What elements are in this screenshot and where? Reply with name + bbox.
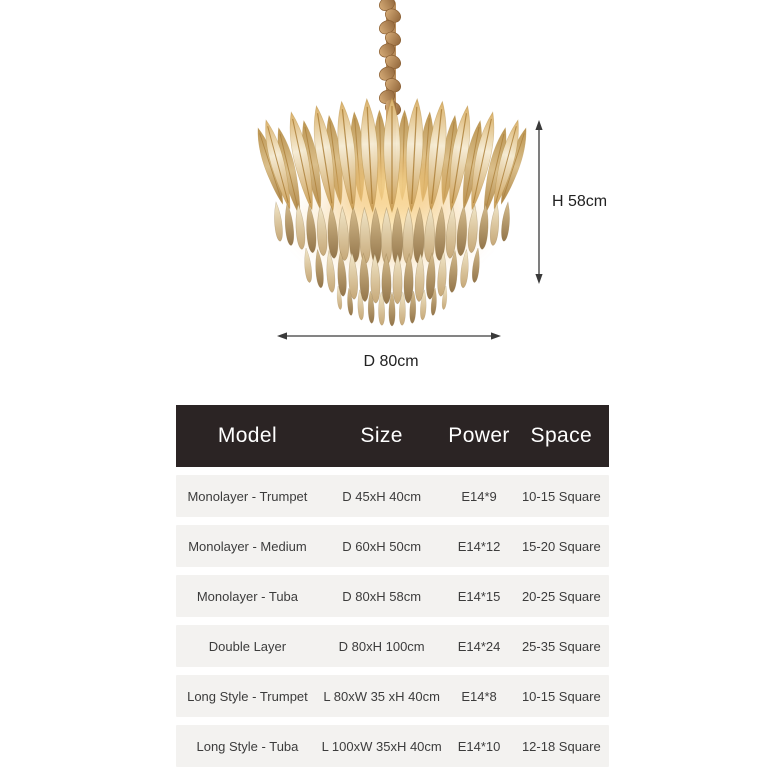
cell-power: E14*10 xyxy=(457,738,501,754)
table-row xyxy=(176,625,609,667)
cell-space: 12-18 Square xyxy=(521,738,601,754)
table-row xyxy=(176,725,609,767)
cell-size: L 100xW 35xH 40cm xyxy=(321,738,442,754)
cell-power: E14*15 xyxy=(457,588,501,604)
height-arrow xyxy=(535,120,542,284)
spec-table xyxy=(176,405,609,767)
cell-model: Long Style - Trumpet xyxy=(187,688,308,704)
cell-power: E14*24 xyxy=(457,638,501,654)
table-row xyxy=(176,525,609,567)
cell-power: E14*9 xyxy=(461,488,497,504)
cell-model: Monolayer - Trumpet xyxy=(187,488,308,504)
cell-space: 10-15 Square xyxy=(521,488,601,504)
cell-size: L 80xW 35 xH 40cm xyxy=(323,688,440,704)
column-header-power: Power xyxy=(448,424,510,447)
diameter-arrow xyxy=(277,332,501,339)
cell-model: Long Style - Tuba xyxy=(196,738,299,754)
table-row xyxy=(176,675,609,717)
spec-table-header xyxy=(176,405,609,467)
diameter-dimension-label: D 80cm xyxy=(363,353,419,370)
cell-size: D 80xH 58cm xyxy=(342,588,422,604)
column-header-size: Size xyxy=(360,424,403,447)
cell-power: E14*12 xyxy=(457,538,501,554)
cell-size: D 80xH 100cm xyxy=(338,638,425,654)
column-header-space: Space xyxy=(530,424,593,447)
cell-size: D 45xH 40cm xyxy=(342,488,422,504)
cell-space: 20-25 Square xyxy=(521,588,601,604)
height-dimension-label: H 58cm xyxy=(552,193,608,210)
column-header-model: Model xyxy=(217,424,278,447)
chandelier-drawing xyxy=(253,0,532,326)
table-row xyxy=(176,475,609,517)
cell-model: Monolayer - Tuba xyxy=(196,588,299,604)
cell-space: 15-20 Square xyxy=(521,538,601,554)
cell-power: E14*8 xyxy=(461,688,497,704)
cell-model: Monolayer - Medium xyxy=(188,538,307,554)
cell-size: D 60xH 50cm xyxy=(342,538,422,554)
cell-model: Double Layer xyxy=(208,638,287,654)
cell-space: 25-35 Square xyxy=(521,638,601,654)
table-row xyxy=(176,575,609,617)
cell-space: 10-15 Square xyxy=(521,688,601,704)
